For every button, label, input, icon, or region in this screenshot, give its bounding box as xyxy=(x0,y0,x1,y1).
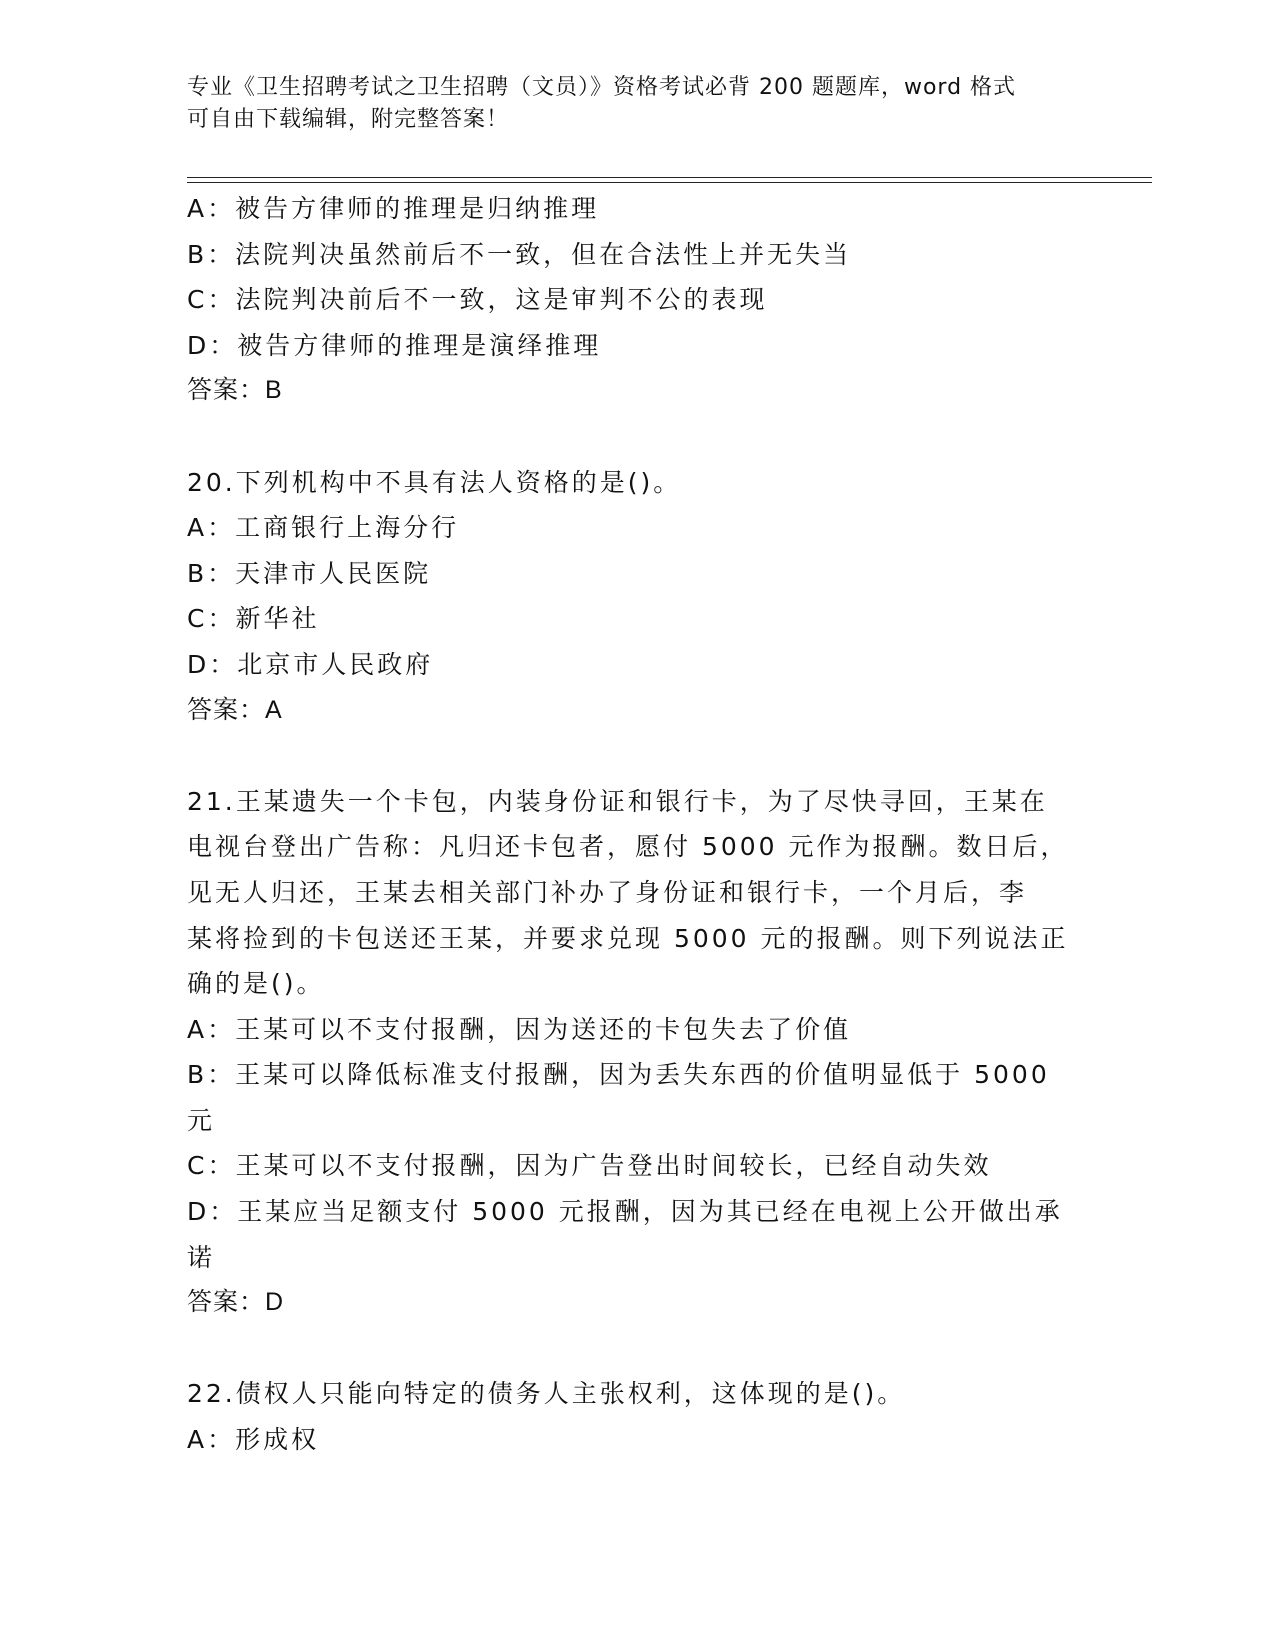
option-b: B：天津市人民医院 xyxy=(187,558,432,588)
answer-line: 答案：A xyxy=(187,695,283,724)
option-c: C：法院判决前后不一致，这是审判不公的表现 xyxy=(187,285,768,315)
option-b-continued: 元 xyxy=(187,1105,216,1135)
option-d: D：北京市人民政府 xyxy=(187,649,434,679)
option-c: C：新华社 xyxy=(187,604,320,634)
option-d: D：被告方律师的推理是演绎推理 xyxy=(187,330,602,360)
header-divider-top xyxy=(187,177,1152,178)
question-text-line: 某将捡到的卡包送还王某，并要求兑现 5000 元的报酬。则下列说法正 xyxy=(187,923,1069,953)
question-text: 20.下列机构中不具有法人资格的是()。 xyxy=(187,467,682,497)
option-a: A：王某可以不支付报酬，因为送还的卡包失去了价值 xyxy=(187,1014,852,1044)
question-text-line: 21.王某遗失一个卡包，内装身份证和银行卡，为了尽快寻回，王某在 xyxy=(187,786,1048,816)
question-text-line: 确的是()。 xyxy=(187,969,325,999)
option-a: A：被告方律师的推理是归纳推理 xyxy=(187,194,600,223)
question-text-line: 见无人归还，王某去相关部门补办了身份证和银行卡，一个月后，李 xyxy=(187,877,1028,907)
header-line-2: 可自由下载编辑，附完整答案！ xyxy=(187,107,510,132)
option-b: B：王某可以降低标准支付报酬，因为丢失东西的价值明显低于 5000 xyxy=(187,1060,1050,1090)
answer-line: 答案：B xyxy=(187,376,283,405)
header-line-1: 专业《卫生招聘考试之卫生招聘（文员）》资格考试必背 200 题题库，word 格式 xyxy=(187,75,1017,100)
document-header xyxy=(187,72,1067,136)
question-text-line: 电视台登出广告称：凡归还卡包者，愿付 5000 元作为报酬。数日后， xyxy=(187,832,1069,862)
option-b: B：法院判决虽然前后不一致，但在合法性上并无失当 xyxy=(187,239,852,269)
spacer xyxy=(187,414,1077,460)
question-19 xyxy=(187,186,1077,414)
question-22 xyxy=(187,1371,1077,1462)
header-divider-bottom xyxy=(187,182,1152,183)
question-21 xyxy=(187,779,1077,1326)
spacer xyxy=(187,1326,1077,1372)
question-text: 22.债权人只能向特定的债务人主张权利，这体现的是()。 xyxy=(187,1379,906,1409)
option-d-continued: 诺 xyxy=(187,1242,216,1272)
spacer xyxy=(187,733,1077,779)
option-c: C：王某可以不支付报酬，因为广告登出时间较长，已经自动失效 xyxy=(187,1151,992,1181)
question-content xyxy=(187,186,1077,1463)
option-a: A：形成权 xyxy=(187,1425,320,1455)
question-20 xyxy=(187,460,1077,734)
option-d: D：王某应当足额支付 5000 元报酬，因为其已经在电视上公开做出承 xyxy=(187,1197,1063,1227)
option-a: A：工商银行上海分行 xyxy=(187,513,460,543)
answer-line: 答案：D xyxy=(187,1288,285,1317)
